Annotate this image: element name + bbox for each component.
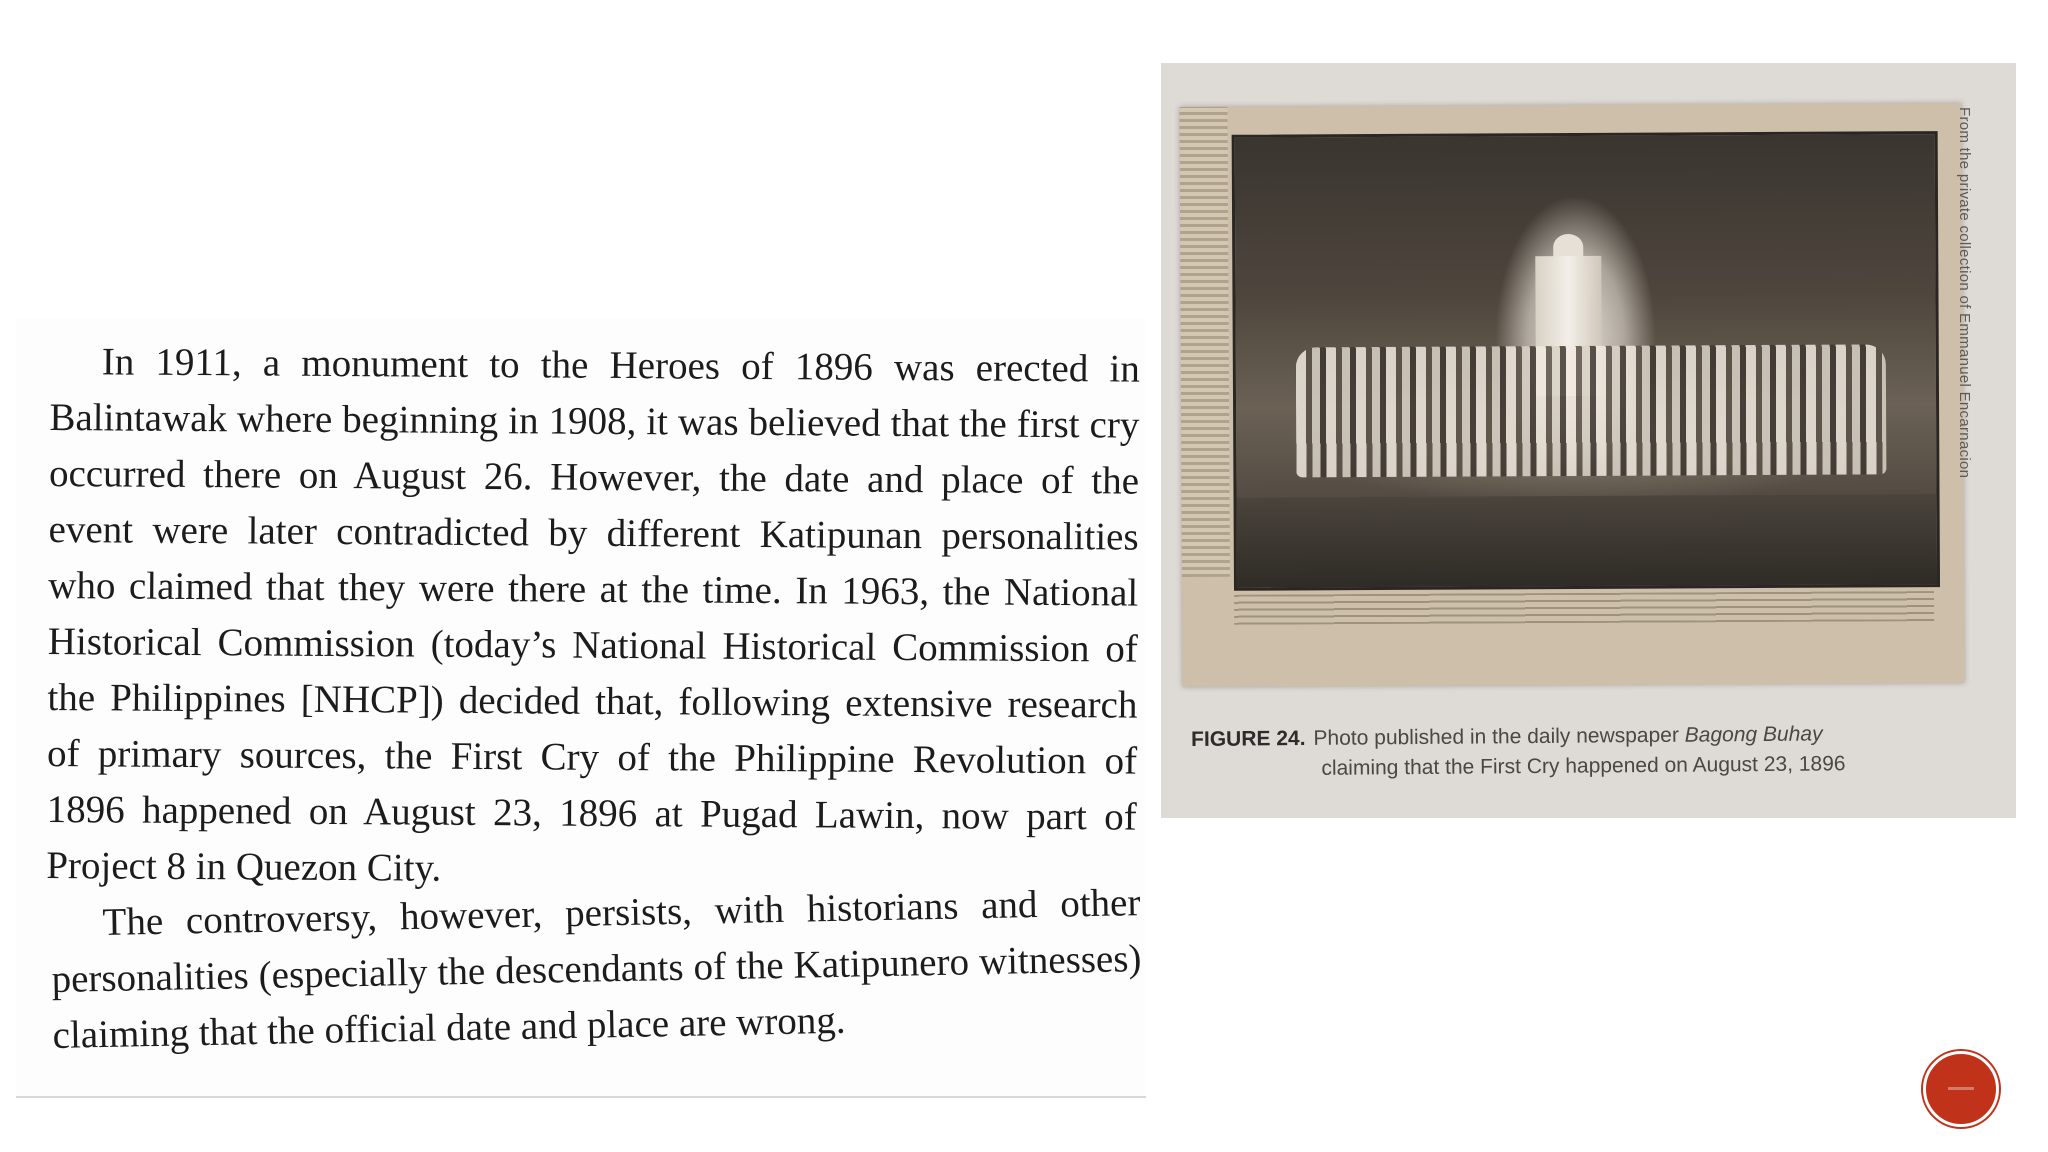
figure-caption [1191,718,1981,785]
figure-label: FIGURE 24. [1191,727,1306,751]
paragraph-controversy: The controversy, however, persists, with historians and other personalities (especially the descendants of the Katipunero witnesses) claiming that the official date and place are wrong. [51,881,1142,1057]
photo-credit: From the private collection of Emmanuel Encarnacion [1956,107,1973,479]
caption-line-2: claiming that the First Cry happened on August 23, 1896 [1321,752,1846,780]
historical-photo [1232,131,1940,591]
newsprint-text-lines [1234,591,1934,625]
figure-photo-panel [1161,63,2016,818]
caption-prefix: Photo published in the daily newspaper [1313,723,1680,750]
crowd-of-people [1296,344,1887,477]
clipping-text-edge [1179,107,1229,577]
textbook-page-scan [16,318,1146,1098]
newspaper-clipping [1179,103,1964,687]
caption-newspaper-name: Bagong Buhay [1684,722,1823,747]
slide-nav-button[interactable] [1923,1051,1999,1127]
paragraph-monument-history: In 1911, a monument to the Heroes of 1896 was erected in Balintawak where beginning in 1908, it was believed that the first cry occurred there on August 26. However, the date and place of the event were later contradicted by different Katipunan personalities who claimed that they were there at the time. In 1963, the National Historical Commission (today’s National Historical Commission of the Philippines [NHCP]) decided that, following extensive research of primary sources, the First Cry of the Philippine Revolution of 1896 happened on August 23, 1896 at Pugad Lawin, now part of Project 8 in Quezon City. [46,340,1140,890]
ground [1237,494,1937,588]
